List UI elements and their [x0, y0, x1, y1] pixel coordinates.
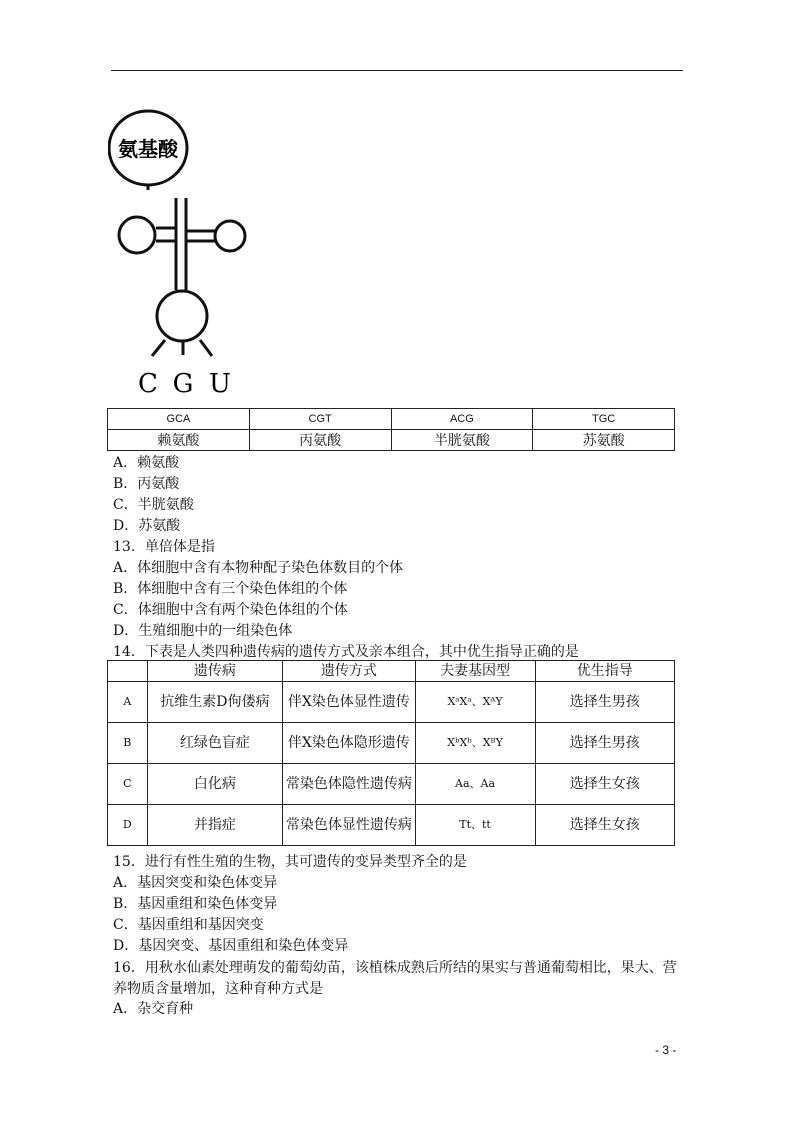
q13-option-d: D．生殖细胞中的一组染色体	[113, 623, 293, 639]
genotype-cell: XᵃXᵃ、XᴬY	[415, 682, 535, 723]
amino-acid-cell: 半胱氨酸	[391, 430, 533, 451]
anticodon-base-2: G	[172, 369, 194, 398]
mode-cell: 常染色体隐性遗传病	[283, 764, 416, 805]
header-cell: 遗传病	[147, 661, 282, 682]
row-label: B	[108, 723, 148, 764]
mode-cell: 伴X染色体显性遗传	[283, 682, 416, 723]
codon-table	[107, 408, 675, 451]
anticodon-loop	[157, 291, 207, 341]
q14-stem: 14．下表是人类四种遗传病的遗传方式及亲本组合，其中优生指导正确的是	[113, 644, 579, 660]
trna-stem	[148, 185, 216, 290]
genotype-cell: XᵇXᵇ、XᴮY	[415, 723, 535, 764]
q15-stem: 15．进行有性生殖的生物，其可遗传的变异类型齐全的是	[113, 854, 467, 870]
table-row	[108, 682, 675, 723]
trna-figure	[108, 100, 258, 398]
header-rule	[111, 70, 683, 71]
q12-option-c: C．半胱氨酸	[113, 497, 194, 513]
codon-cell: TGC	[533, 409, 675, 430]
advice-cell: 选择生男孩	[535, 723, 674, 764]
genotype-cell: Aa、Aa	[415, 764, 535, 805]
amino-acid-row	[108, 430, 675, 451]
anticodon-base-1: C	[138, 369, 158, 398]
table-row	[108, 723, 675, 764]
row-label: D	[108, 805, 148, 846]
trna-diagram	[108, 100, 258, 398]
advice-cell: 选择生男孩	[535, 682, 674, 723]
amino-acid-cell: 赖氨酸	[108, 430, 250, 451]
header-cell	[108, 661, 148, 682]
advice-cell: 选择生女孩	[535, 805, 674, 846]
codon-cell: ACG	[391, 409, 533, 430]
genetic-disease-table	[107, 660, 675, 846]
advice-cell: 选择生女孩	[535, 764, 674, 805]
codon-cell: CGT	[249, 409, 391, 430]
disease-cell: 红绿色盲症	[147, 723, 282, 764]
row-label: C	[108, 764, 148, 805]
table-row	[108, 764, 675, 805]
mode-cell: 常染色体显性遗传病	[283, 805, 416, 846]
header-cell: 优生指导	[535, 661, 674, 682]
table-row	[108, 805, 675, 846]
q12-option-b: B．丙氨酸	[113, 476, 180, 492]
q15-option-a: A．基因突变和染色体变异	[113, 875, 278, 891]
anticodon-ticks	[152, 340, 212, 356]
disease-cell: 抗维生素D佝偻病	[147, 682, 282, 723]
table-header-row	[108, 661, 675, 682]
mode-cell: 伴X染色体隐形遗传	[283, 723, 416, 764]
d-loop	[119, 217, 155, 253]
amino-acid-cell: 丙氨酸	[249, 430, 391, 451]
codon-row	[108, 409, 675, 430]
q13-option-a: A．体细胞中含有本物种配子染色体数目的个体	[113, 560, 404, 576]
codon-cell: GCA	[108, 409, 250, 430]
q15-option-b: B．基因重组和染色体变异	[113, 896, 278, 912]
q13-option-c: C．体细胞中含有两个染色体组的个体	[113, 602, 348, 618]
q12-option-a: A．赖氨酸	[113, 455, 180, 471]
page-number: - 3 -	[655, 1043, 677, 1057]
amino-acid-label: 氨基酸	[118, 137, 178, 161]
t-loop	[215, 221, 245, 251]
q16-stem: 16．用秋水仙素处理萌发的葡萄幼苗，该植株成熟后所结的果实与普通葡萄相比，果大、营养物质含量增加，这种育种方式是	[113, 960, 677, 997]
q15-option-c: C．基因重组和基因突变	[113, 917, 264, 933]
disease-cell: 并指症	[147, 805, 282, 846]
row-label: A	[108, 682, 148, 723]
q16-option-a: A．杂交育种	[113, 1001, 194, 1017]
header-cell: 夫妻基因型	[415, 661, 535, 682]
disease-cell: 白化病	[147, 764, 282, 805]
header-cell: 遗传方式	[283, 661, 416, 682]
q12-option-d: D．苏氨酸	[113, 518, 181, 534]
amino-acid-cell: 苏氨酸	[533, 430, 675, 451]
anticodon-base-3: U	[209, 369, 231, 398]
q15-option-d: D．基因突变、基因重组和染色体变异	[113, 938, 349, 954]
q13-option-b: B．体细胞中含有三个染色体组的个体	[113, 581, 348, 597]
q13-stem: 13．单倍体是指	[113, 539, 215, 555]
genotype-cell: Tt、tt	[415, 805, 535, 846]
